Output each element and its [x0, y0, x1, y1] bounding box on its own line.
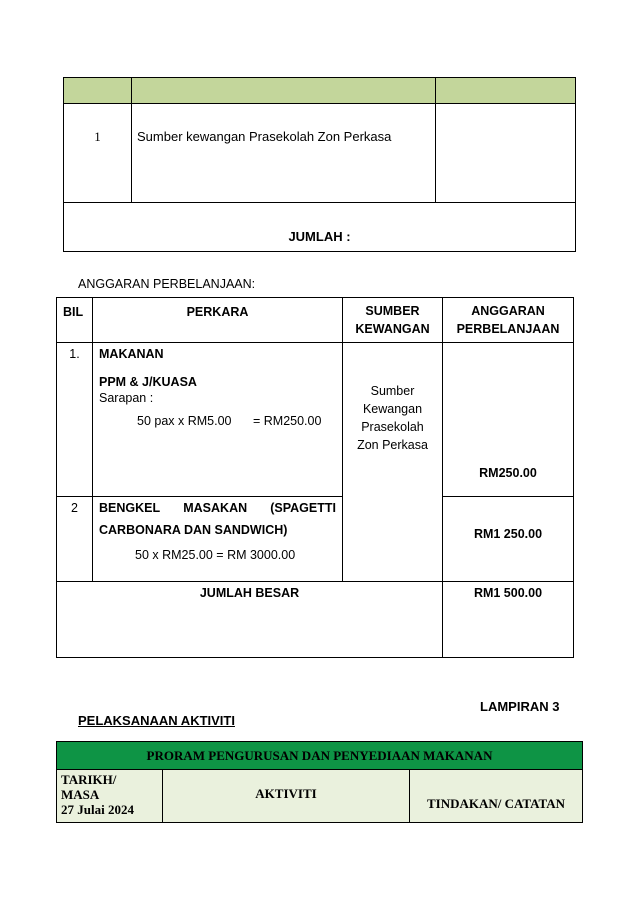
header-anggaran: [443, 298, 574, 343]
item-detail: Sarapan :: [99, 391, 154, 405]
anggaran-heading: ANGGARAN PERBELANJAAN:: [78, 277, 256, 291]
item-title-line2: CARBONARA DAN SANDWICH): [99, 523, 288, 537]
header-sumber-line2: KEWANGAN: [355, 322, 430, 336]
title-word: BENGKEL: [99, 501, 161, 515]
row-amount: RM1 250.00: [443, 497, 574, 582]
header-sumber-line1: SUMBER: [365, 304, 420, 318]
row-amount: [436, 104, 576, 203]
total-label: JUMLAH :: [64, 203, 576, 252]
header-tarikh: [57, 770, 163, 823]
sumber-line: Sumber: [370, 384, 415, 398]
table-header-row: [64, 78, 576, 104]
item-calculation: [99, 414, 336, 428]
total-row: [64, 203, 576, 252]
tarikh-date: 27 Julai 2024: [61, 802, 134, 817]
anggaran-table: [56, 297, 574, 658]
item-title: [99, 501, 336, 515]
table-row: [64, 104, 576, 203]
pelaksanaan-heading: PELAKSANAAN AKTIVITI: [78, 713, 235, 728]
sumber-kewangan-table: [63, 77, 576, 252]
header-sumber: [343, 298, 443, 343]
calc-right: = RM250.00: [252, 414, 322, 428]
tarikh-line: MASA: [61, 787, 100, 802]
row-perkara: [93, 343, 343, 497]
total-amount: RM1 500.00: [443, 582, 574, 658]
header-anggaran-line1: ANGGARAN: [471, 304, 545, 318]
row-bil: 1.: [57, 343, 93, 497]
row-perkara: [93, 497, 343, 582]
header-cell: [132, 78, 436, 104]
program-title: PRORAM PENGURUSAN DAN PENYEDIAAN MAKANAN: [57, 742, 583, 770]
total-label: JUMLAH BESAR: [57, 582, 443, 658]
row-description: Sumber kewangan Prasekolah Zon Perkasa: [132, 104, 436, 203]
header-cell: [436, 78, 576, 104]
header-bil: BIL: [57, 298, 93, 343]
header-tindakan: TINDAKAN/ CATATAN: [410, 770, 583, 823]
item-calculation: 50 x RM25.00 = RM 3000.00: [135, 548, 296, 562]
sumber-line: Zon Perkasa: [357, 438, 428, 452]
row-bil: 2: [57, 497, 93, 582]
sumber-line: Prasekolah: [361, 420, 424, 434]
table-title-row: [57, 742, 583, 770]
table-header-row: [57, 770, 583, 823]
pelaksanaan-table: [56, 741, 583, 823]
item-title: MAKANAN: [99, 347, 164, 361]
lampiran-label: LAMPIRAN 3: [480, 699, 560, 714]
table-row: [57, 343, 574, 497]
title-word: MASAKAN: [183, 501, 248, 515]
header-cell: [64, 78, 132, 104]
table-row: [57, 497, 574, 582]
calc-left: 50 pax x RM5.00: [137, 414, 232, 428]
tarikh-line: TARIKH/: [61, 772, 117, 787]
header-aktiviti: AKTIVITI: [163, 770, 410, 823]
item-subtitle: PPM & J/KUASA: [99, 375, 197, 389]
title-word: (SPAGETTI: [270, 501, 336, 515]
header-perkara: PERKARA: [93, 298, 343, 343]
header-anggaran-line2: PERBELANJAAN: [456, 322, 560, 336]
total-row: [57, 582, 574, 658]
row-number: 1: [64, 104, 132, 203]
sumber-line: Kewangan: [362, 402, 423, 416]
row-amount: RM250.00: [443, 343, 574, 497]
sumber-kewangan-cell: [343, 343, 443, 582]
table-header-row: [57, 298, 574, 343]
